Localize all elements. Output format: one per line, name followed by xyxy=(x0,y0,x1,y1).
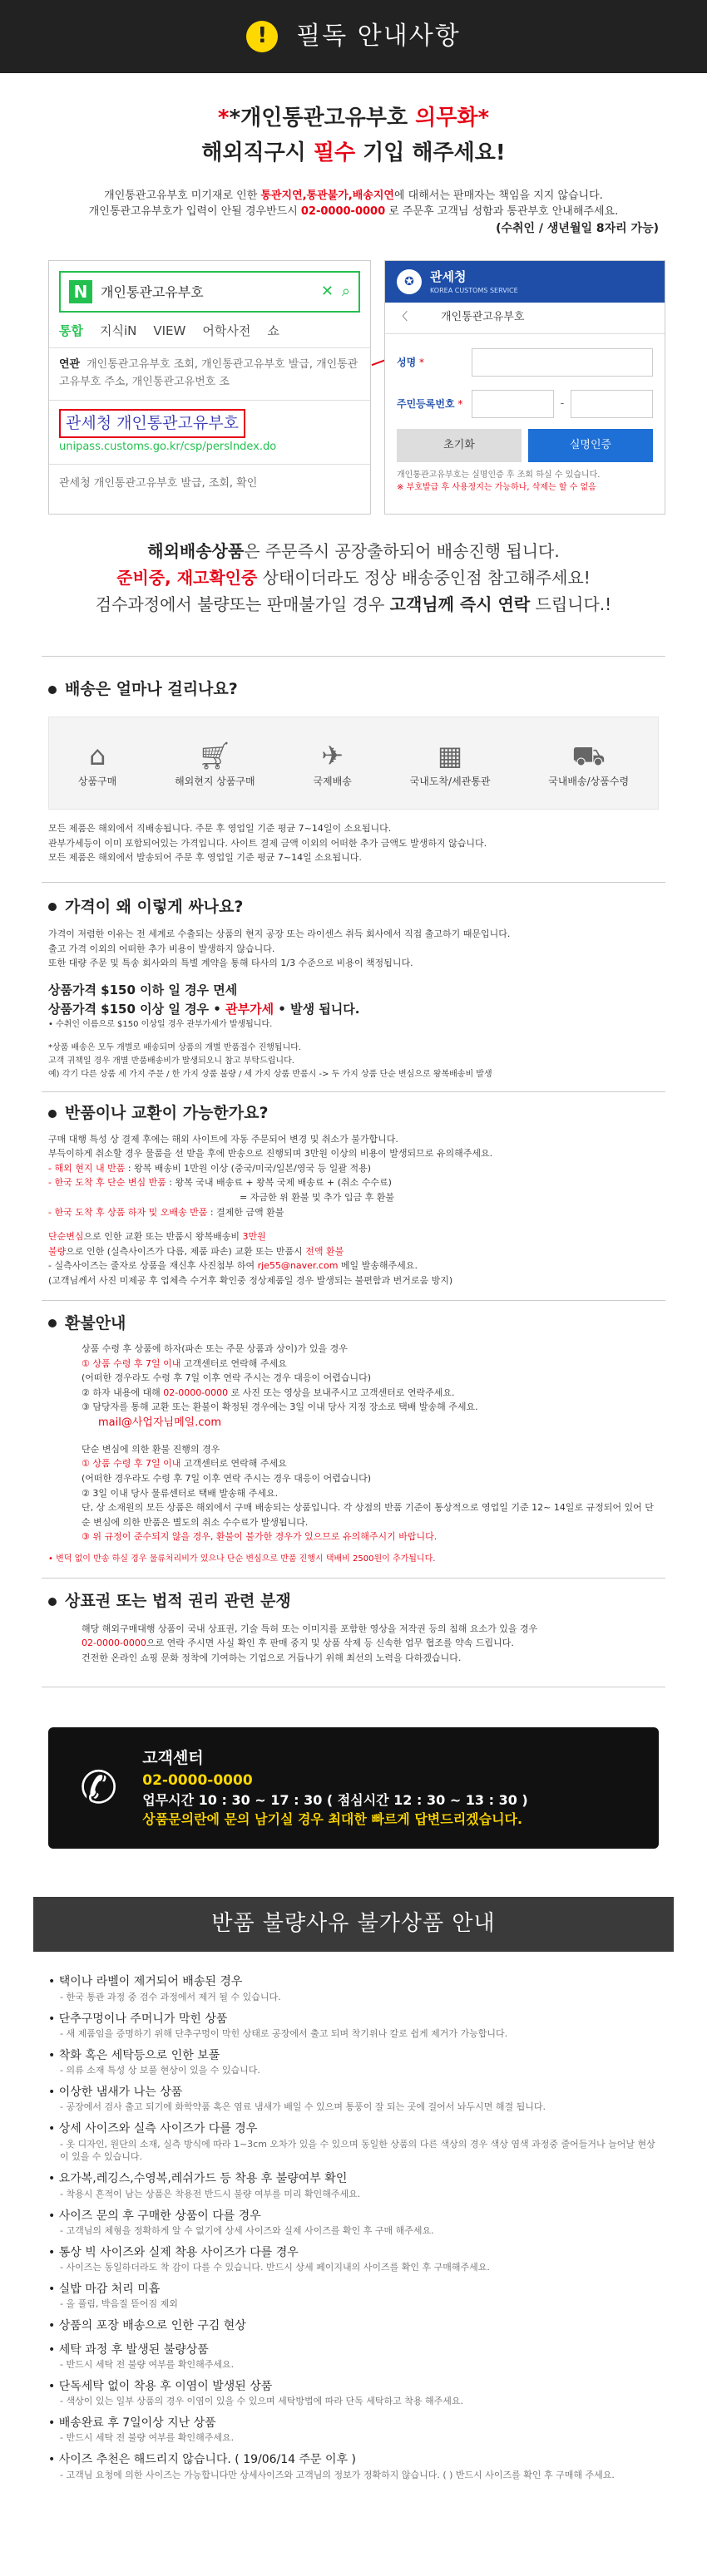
tab-view[interactable]: VIEW xyxy=(153,323,186,339)
list-item-detail: - 고객님의 체형을 정확하게 알 수 없기에 상세 사이즈와 실제 사이즈를 확인 후 구매 해주세요. xyxy=(60,2224,434,2236)
list-item xyxy=(48,2120,659,2164)
list-item xyxy=(48,2170,659,2200)
return-details: 단순변심으로 인한 교환 또는 반품시 왕복배송비 3만원 불량으로 인한 (실측사이즈가 다름, 제품 파손) 교환 또는 반품시 전액 환불 - 실측사이즈는 줄자로 상품을 재신후 사진첨부 하여 rje55@naver.com 메일 발송해주세요. (고객님께서 사진 미제공 후 업체측 수거후 확인중 정상제품일 경우 발생되는 불편함과 번거로움 방지) xyxy=(48,1231,453,1286)
list-item-title: • 이상한 냄새가 나는 상품 xyxy=(48,2086,183,2099)
search-result[interactable] xyxy=(59,409,360,456)
list-item-title: • 착화 혹은 세탁등으로 인한 보풀 xyxy=(48,2048,220,2062)
list-item-title: • 사이즈 문의 후 구매한 상품이 다를 경우 xyxy=(48,2209,261,2223)
search-box[interactable] xyxy=(59,271,360,313)
list-item-detail: - 반드시 세탁 전 불량 여부를 확인해주세요. xyxy=(60,2432,235,2444)
cs-notice: 상품문의란에 문의 남기실 경우 최대한 빠르게 답변드리겠습니다. xyxy=(142,1811,523,1828)
list-item-title: • 요가복,레깅스,수영복,레쉬가드 등 착용 후 불량여부 확인 xyxy=(48,2172,348,2186)
list-item-detail: - 공장에서 검사 출고 되기에 화학약품 혹은 염료 냄새가 배일 수 있으며 통풍이 잘 되는 곳에 걸어서 놔두시면 해결 됩니다. xyxy=(60,2101,546,2113)
list-item-title: • 실밥 마감 처리 미흡 xyxy=(48,2283,161,2297)
step-international: ✈ 국제배송 xyxy=(313,736,351,789)
tab-dictionary[interactable]: 어학사전 xyxy=(202,323,251,339)
section-return xyxy=(0,1092,707,1288)
section-title: 환불안내 xyxy=(48,1313,659,1336)
step-overseas-purchase: 🛒︎ 해외현지 상품구매 xyxy=(175,736,255,789)
list-item xyxy=(48,2451,659,2481)
list-item-detail: - 한국 통관 과정 중 검수 과정에서 제거 될 수 있습니다. xyxy=(60,1991,281,2002)
guide-mockups xyxy=(0,260,707,534)
list-item-title: • 세탁 과정 후 발생된 불량상품 xyxy=(48,2342,209,2357)
list-item-title: • 단추구멍이나 주머니가 막힌 상품 xyxy=(48,2012,228,2026)
unipass-brand-sub: KOREA CUSTOMS SERVICE xyxy=(430,287,518,295)
customs-emblem-icon: ✪ xyxy=(397,269,422,294)
list-item-title: • 택이나 라벨이 제거되어 배송된 경우 xyxy=(48,1975,243,1989)
bullet-icon xyxy=(48,686,57,694)
unipass-mockup xyxy=(384,260,665,515)
list-item xyxy=(48,2281,659,2311)
exclamation-icon: ! xyxy=(246,21,278,52)
step-purchase: ⌂ 상품구매 xyxy=(78,736,116,789)
id-label: 주민등록번호 * xyxy=(397,397,463,410)
header-line-1: **개인통관고유부호 의무화* xyxy=(217,106,490,131)
list-item-detail: - 옷 디자인, 원단의 소재, 실측 방식에 따라 1~3cm 오차가 있을 수 있으며 동일한 상품의 다른 색상의 경우 색상 염색 과정중 줄어들거나 늘어날 현상이 있을 수 있습니다. xyxy=(60,2138,655,2163)
delivery-flow xyxy=(48,717,659,810)
duty-free-info: 상품가격 $150 이하 일 경우 면세 상품가격 $150 이상 일 경우 • 관부가세 • 발생 됩니다. xyxy=(48,983,360,1017)
section-price xyxy=(0,883,707,1081)
name-label: 성명 * xyxy=(397,356,425,368)
list-item-title: • 단독세탁 없이 착용 후 이염이 발생된 상품 xyxy=(48,2379,273,2393)
clear-icon[interactable]: ✕ xyxy=(320,283,334,301)
section-title: 반품이나 교환이 가능한가요? xyxy=(48,1102,659,1125)
list-item-detail: - 반드시 세탁 전 불량 여부를 확인해주세요. xyxy=(60,2358,235,2370)
list-item-detail: - 새 제품임을 증명하기 위해 단추구멍이 막힌 상태로 공장에서 출고 되며 착기위나 칼로 쉽게 제거가 가능합니다. xyxy=(60,2027,508,2039)
list-item xyxy=(48,2317,659,2334)
refund-footnote: • 변덕 없이 반송 하실 경우 물류처리비가 있으나 단순 변심으로 반품 진행시 택배비 2500원이 추가됩니다. xyxy=(48,1554,436,1564)
naver-logo: N xyxy=(69,280,92,303)
list-item-detail: - 올 풀림, 박음질 뜯어짐 제외 xyxy=(60,2298,178,2310)
back-icon[interactable]: 〈 xyxy=(397,311,408,324)
truck-icon: ⛟ xyxy=(571,740,606,772)
warehouse-icon: ▦ xyxy=(437,740,463,772)
unipass-notes: 개인통관고유부호는 실명인증 후 조회 하실 수 있습니다. ※ 부호발급 후 사용정지는 가능하나, 삭제는 할 수 없음 xyxy=(397,470,601,493)
customer-center xyxy=(48,1727,659,1849)
result-footer: 관세청 개인통관고유부호 발급, 조회, 확인 xyxy=(49,464,370,504)
list-item xyxy=(48,2378,659,2408)
bullet-icon xyxy=(48,903,57,911)
reset-button[interactable]: 초기화 xyxy=(397,429,522,462)
shipping-line-1: 해외배송상품은 주문즉시 공장출하되어 배송진행 됩니다. xyxy=(147,541,560,562)
search-tabs xyxy=(49,313,370,348)
step-customs: ▦ 국내도착/세관통관 xyxy=(410,736,491,789)
list-item-title: • 통상 빅 사이즈와 실제 착용 사이즈가 다를 경우 xyxy=(48,2245,299,2259)
list-item-detail: - 고객님 요청에 의한 사이즈는 가능합니다만 상세사이즈와 고객님의 정보가 정확하지 않습니다. ( ) 반드시 사이즈를 확인 후 구매해 주세요. xyxy=(60,2469,615,2480)
search-query: 개인통관고유부호 xyxy=(101,283,204,300)
unipass-page-title: 개인통관고유부호 xyxy=(441,311,525,324)
list-item-title: • 상품의 포장 배송으로 인한 구김 현상 xyxy=(48,2319,246,2333)
section-title: 배송은 얼마나 걸리나요? xyxy=(48,678,659,702)
cart-icon: 🛒︎ xyxy=(198,740,232,772)
delivery-text: 모든 제품은 해외에서 직배송됩니다. 주문 후 영업일 기준 평균 7~14일이 소요됩니다. 관부가세등이 이미 포함되어있는 가격입니다. 사이트 결제 금액 이외의 어떠한 추가 금액도 발생하지 않습니다. 모든 제품은 해외에서 발송되어 주문 후 영업일 기준 평균 7~14일 소요됩니다. xyxy=(48,822,487,864)
unipass-subheader xyxy=(385,303,665,334)
id-row: 주민등록번호 * - xyxy=(397,387,653,421)
search-icon[interactable]: ⌕ xyxy=(341,283,350,301)
notice-line-2: 개인통관고유부호가 입력이 안될 경우반드시 02-0000-0000 로 주문후 고객님 성함과 통관부호 안내해주세요. xyxy=(88,205,619,219)
verify-button[interactable]: 실명인증 xyxy=(528,429,653,462)
cs-phone[interactable]: 02-0000-0000 xyxy=(142,1771,253,1789)
store-icon: ⌂ xyxy=(88,740,106,772)
unipass-header xyxy=(385,261,665,303)
tab-all[interactable]: 통합 xyxy=(59,323,83,339)
list-item xyxy=(48,2415,659,2445)
section-title: 가격이 왜 이렇게 싸나요? xyxy=(48,896,659,919)
bullet-icon xyxy=(48,1319,57,1327)
list-item-detail: - 의류 소재 특성 상 보풀 현상이 있을 수 있습니다. xyxy=(60,2065,260,2076)
list-item xyxy=(48,2244,659,2274)
bullet-icon xyxy=(48,1110,57,1118)
list-item xyxy=(48,2047,659,2077)
result-url[interactable]: unipass.customs.go.kr/csp/persIndex.do xyxy=(59,441,277,454)
unipass-form xyxy=(385,334,665,494)
tab-shopping[interactable]: 쇼 xyxy=(267,323,279,339)
list-item-detail: - 착용시 흔적이 남는 상품은 착용전 반드시 불량 여부를 미리 확인해주세요. xyxy=(60,2188,361,2199)
name-input[interactable] xyxy=(472,348,653,377)
section-title: 상표권 또는 법적 권리 관련 분쟁 xyxy=(48,1590,659,1613)
list-item-title: • 상세 사이즈와 실측 사이즈가 다를 경우 xyxy=(48,2122,258,2136)
customs-header xyxy=(0,73,707,169)
header-line-2: 해외직구시 필수 기입 해주세요! xyxy=(201,140,506,165)
notice-line-1: 개인통관고유부호 미기재로 인한 통관지연,통관불가,배송지연에 대해서는 판매자는 책임을 지지 않습니다. xyxy=(104,190,603,203)
refund-defect: 상품 수령 후 상품에 하자(파손 또는 주문 상품과 상이)가 있을 경우 ① 상품 수령 후 7일 이내 고객센터로 연락해 주세요 (어떠한 경우라도 수령 후 7일 이후 연락 주시는 경우 대응이 어렵습니다) ② 하자 내용에 대해 02-0000-0000 로 사진 또는 영상을 보내주시고 고객센터로 연락주세요. ③ 담당자를 통해 교환 또는 환불이 확정된 경우에는 3일 이내 당사 지정 장소로 택배 발송해 주세요. mail@사업자님메일.com xyxy=(48,1342,659,1432)
related-searches: 연관 개인통관고유부호 조회, 개인통관고유부호 발급, 개인통관고유부호 주소, 개인통관고유번호 조 xyxy=(49,348,370,401)
shipping-notice xyxy=(0,534,707,656)
duty-note: • 수취인 이름으로 $150 이상일 경우 관부가세가 발생됩니다. xyxy=(48,1020,273,1030)
list-item-title: • 사이즈 추천은 해드리지 않습니다. ( 19/06/14 주문 이후 ) xyxy=(48,2453,356,2467)
trademark-text: 해당 해외구매대행 상품이 국내 상표권, 기술 특허 또는 이미지를 포함한 영상을 저작권 등의 침해 요소가 있을 경우 02-0000-0000으로 연락 주시면 사실 확인 후 판매 중지 및 상품 삭제 등 신속한 업무 협조를 약속 드립니다. 건전한 온라인 쇼핑 문화 정착에 기여하는 기업으로 거듭나기 위해 최선의 노력을 다하겠습니다. xyxy=(82,1623,538,1663)
list-item xyxy=(48,2011,659,2041)
refund-email-link[interactable]: mail@사업자님메일.com xyxy=(98,1416,222,1430)
list-item xyxy=(48,2208,659,2238)
section-delivery xyxy=(0,657,707,864)
form-buttons xyxy=(397,429,653,462)
result-title[interactable]: 관세청 개인통관고유부호 xyxy=(59,409,245,439)
section-refund xyxy=(0,1301,707,1566)
return-restriction-list xyxy=(0,1952,707,2481)
list-item xyxy=(48,1973,659,2003)
bullet-icon xyxy=(48,1598,57,1606)
customs-notice xyxy=(0,189,707,220)
list-item-detail: - 색상이 있는 일부 상품의 경우 이염이 있을 수 있으며 세탁방법에 따라 단독 세탁하고 착용 해주세요. xyxy=(60,2396,463,2407)
phone-icon: ✆ xyxy=(80,1761,118,1815)
return-email-link[interactable]: rje55@naver.com xyxy=(257,1260,339,1272)
return-shipping-notes: *상품 배송은 모두 개별로 배송되며 상품의 개별 반품접수 진행됩니다. 고객 귀책일 경우 개별 반품배송비가 발생되오니 참고 부탁드립니다. 예) 각기 다른 상품 세 가지 주문 / 한 가지 상품 불량 / 세 가지 상품 반품시 -> 두 가지 상품 단순 변심으로 왕복배송비 발생 xyxy=(48,1043,492,1080)
list-item-detail: - 사이즈는 동일하더라도 착 감이 다를 수 있습니다. 반드시 상세 페이지내의 사이즈를 확인 후 구매해주세요. xyxy=(60,2262,490,2273)
tab-kin[interactable]: 지식iN xyxy=(99,323,137,339)
unipass-brand: 관세청 xyxy=(430,268,467,284)
list-item xyxy=(48,2084,659,2114)
shipping-line-3: 검수과정에서 불량또는 판매불가일 경우 고객님께 즉시 연락 드립니다.! xyxy=(95,594,612,615)
price-text: 가격이 저렴한 이유는 전 세계로 수출되는 상품의 현지 공장 또는 라이센스 취득 회사에서 직접 출고하기 때문입니다. 출고 가격 이외의 어떠한 추가 비용이 발생하지 않습니다. 또한 대량 주문 및 특송 회사와의 특별 계약을 통해 타사의 1/3 수준으로 비용이 책정됩니다. xyxy=(48,928,511,969)
shipping-line-2: 준비중, 재고확인중 상태이더라도 정상 배송중인점 참고해주세요! xyxy=(116,568,591,589)
list-item-title: • 배송완료 후 7일이상 지난 상품 xyxy=(48,2416,216,2431)
airplane-icon: ✈ xyxy=(321,740,344,772)
id-input-back[interactable] xyxy=(571,390,653,418)
notice-line-3: (수취인 / 생년월일 8자리 가능) xyxy=(496,222,659,236)
return-restriction-banner: 반품 불량사유 불가상품 안내 xyxy=(33,1897,674,1952)
step-domestic: ⛟ 국내배송/상품수령 xyxy=(548,736,629,789)
name-row xyxy=(397,346,653,379)
id-input-front[interactable] xyxy=(472,390,554,418)
naver-search-mockup xyxy=(48,260,371,515)
list-item xyxy=(48,2342,659,2372)
refund-change-of-mind: 단순 변심에 의한 환불 진행의 경우 ① 상품 수령 후 7일 이내 고객센터로 연락해 주세요 (어떠한 경우라도 수령 후 7일 이후 연락 주시는 경우 대응이 어렵습니다) ② 3일 이내 당사 물류센터로 택배 발송해 주세요. 단, 상 소재원의 모든 상품은 해외에서 구매 배송되는 상품입니다. 각 상점의 반품 기준이 통상적으로 영업일 기준 12~ 14일로 규정되어 있어 단순 변심에 의한 반품은 별도의 취소 수수료가 발생됩니다. ③ 위 규정이 준수되지 않을 경우, 환불이 불가한 경우가 있으므로 유의해주시기 바랍니다. xyxy=(82,1443,654,1543)
return-text: 구매 대행 특성 상 결제 후에는 해외 사이트에 자동 주문되어 변경 및 취소가 불가합니다. 부득이하게 취소할 경우 물품을 선 받을 후에 반송으로 진행되며 3만원 이상의 비용이 발생되므로 유의해주세요. - 해외 현지 내 반품 : 왕복 배송비 1만원 이상 (중국/미국/일본/영국 등 일괄 적용) - 한국 도착 후 단순 변심 반품 : 왕복 국내 배송료 + 왕복 국제 배송료 + (취소 수수료) = 자금한 위 환불 및 추가 입금 후 환불 - 한국 도착 후 상품 하자 및 오배송 반품 : 결제한 금액 환불 xyxy=(48,1133,493,1218)
cs-hours: 업무시간 10 : 30 ~ 17 : 30 ( 점심시간 12 : 30 ~ 13 : 30 ) xyxy=(142,1792,528,1809)
section-trademark xyxy=(0,1579,707,1665)
notice-topbar xyxy=(0,0,707,73)
topbar-title: 필독 안내사항 xyxy=(296,22,461,52)
cs-title: 고객센터 xyxy=(142,1749,204,1768)
